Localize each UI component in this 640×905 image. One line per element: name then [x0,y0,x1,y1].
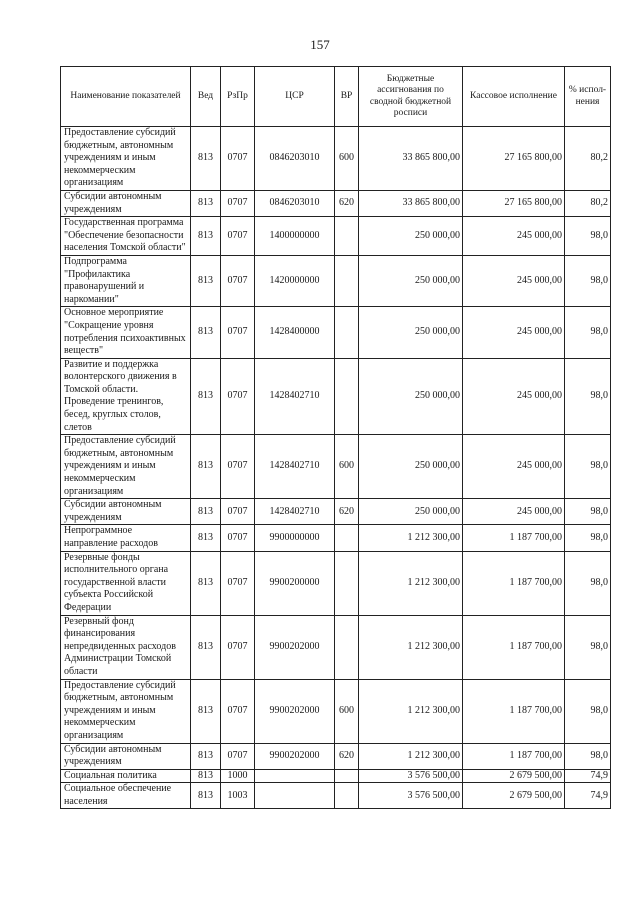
cell-name: Предоставление субсидий бюджетным, автономным учреждениям и иным некоммерческим организациям [61,679,191,743]
cell-csr: 1428400000 [255,307,335,358]
cell-exec: 1 187 700,00 [463,551,565,615]
table-row [61,615,611,679]
cell-pct: 80,2 [565,127,611,191]
cell-pct: 98,0 [565,499,611,525]
table-row [61,551,611,615]
header-name: Наименование показателей [61,67,191,127]
table-row [61,217,611,256]
cell-pct: 98,0 [565,435,611,499]
cell-pct: 98,0 [565,551,611,615]
cell-vr [335,615,359,679]
cell-vr [335,358,359,435]
cell-exec: 27 165 800,00 [463,190,565,216]
cell-rzpr: 0707 [221,358,255,435]
cell-pct: 74,9 [565,769,611,783]
cell-ved: 813 [191,255,221,306]
table-row [61,743,611,769]
cell-pct: 98,0 [565,307,611,358]
cell-exec: 245 000,00 [463,435,565,499]
cell-exec: 27 165 800,00 [463,127,565,191]
cell-name: Государственная программа "Обеспечение безопасности населения Томской области" [61,217,191,256]
cell-plan: 250 000,00 [359,307,463,358]
cell-csr: 1428402710 [255,499,335,525]
cell-rzpr: 0707 [221,435,255,499]
table-row [61,190,611,216]
cell-exec: 1 187 700,00 [463,615,565,679]
header-vr: ВР [335,67,359,127]
header-plan: Бюджетные ассигнования по сводной бюджетной росписи [359,67,463,127]
header-csr: ЦСР [255,67,335,127]
table-row [61,307,611,358]
cell-csr: 9900200000 [255,551,335,615]
cell-vr: 620 [335,190,359,216]
cell-name: Предоставление субсидий бюджетным, автономным учреждениям и иным некоммерческим организациям [61,127,191,191]
cell-pct: 98,0 [565,217,611,256]
budget-table [60,66,611,809]
cell-rzpr: 1003 [221,783,255,809]
cell-csr: 0846203010 [255,190,335,216]
cell-plan: 33 865 800,00 [359,127,463,191]
cell-csr: 0846203010 [255,127,335,191]
cell-exec: 245 000,00 [463,499,565,525]
cell-plan: 3 576 500,00 [359,769,463,783]
cell-rzpr: 0707 [221,127,255,191]
cell-plan: 250 000,00 [359,217,463,256]
cell-exec: 2 679 500,00 [463,769,565,783]
cell-name: Социальная политика [61,769,191,783]
table-row [61,255,611,306]
cell-csr: 9900202000 [255,743,335,769]
cell-csr [255,769,335,783]
cell-name: Непрограммное направление расходов [61,525,191,551]
cell-ved: 813 [191,679,221,743]
cell-vr: 600 [335,435,359,499]
cell-vr [335,307,359,358]
cell-pct: 98,0 [565,743,611,769]
cell-csr: 9900000000 [255,525,335,551]
cell-csr [255,783,335,809]
table-row [61,499,611,525]
cell-vr: 600 [335,127,359,191]
cell-ved: 813 [191,127,221,191]
header-exec: Кассовое исполнение [463,67,565,127]
table-row [61,127,611,191]
cell-name: Субсидии автономным учреждениям [61,190,191,216]
cell-exec: 1 187 700,00 [463,679,565,743]
cell-pct: 98,0 [565,525,611,551]
cell-pct: 98,0 [565,255,611,306]
cell-csr: 1400000000 [255,217,335,256]
cell-name: Предоставление субсидий бюджетным, автономным учреждениям и иным некоммерческим организациям [61,435,191,499]
cell-exec: 1 187 700,00 [463,743,565,769]
cell-rzpr: 0707 [221,743,255,769]
cell-rzpr: 0707 [221,615,255,679]
cell-exec: 245 000,00 [463,217,565,256]
cell-ved: 813 [191,615,221,679]
cell-vr [335,525,359,551]
cell-exec: 2 679 500,00 [463,783,565,809]
cell-vr [335,255,359,306]
cell-pct: 98,0 [565,615,611,679]
cell-name: Резервные фонды исполнительного органа государственной власти субъекта Российской Федерации [61,551,191,615]
cell-pct: 80,2 [565,190,611,216]
cell-ved: 813 [191,435,221,499]
cell-vr [335,551,359,615]
cell-ved: 813 [191,217,221,256]
table-body [61,127,611,809]
cell-csr: 1428402710 [255,435,335,499]
cell-name: Развитие и поддержка волонтерского движения в Томской области. Проведение тренингов, бесед, круглых столов, слетов [61,358,191,435]
cell-plan: 1 212 300,00 [359,615,463,679]
page-number: 157 [310,37,330,52]
cell-name: Социальное обеспечение населения [61,783,191,809]
cell-csr: 9900202000 [255,615,335,679]
table-row [61,769,611,783]
cell-name: Основное мероприятие "Сокращение уровня потребления психоактивных веществ" [61,307,191,358]
table-row [61,679,611,743]
cell-plan: 250 000,00 [359,358,463,435]
cell-plan: 33 865 800,00 [359,190,463,216]
cell-vr: 600 [335,679,359,743]
cell-exec: 245 000,00 [463,307,565,358]
cell-rzpr: 0707 [221,307,255,358]
cell-plan: 3 576 500,00 [359,783,463,809]
cell-rzpr: 0707 [221,217,255,256]
cell-plan: 250 000,00 [359,255,463,306]
cell-rzpr: 0707 [221,551,255,615]
cell-ved: 813 [191,525,221,551]
cell-pct: 74,9 [565,783,611,809]
cell-plan: 250 000,00 [359,499,463,525]
cell-rzpr: 0707 [221,679,255,743]
cell-vr: 620 [335,499,359,525]
header-ved: Вед [191,67,221,127]
cell-rzpr: 0707 [221,499,255,525]
cell-exec: 1 187 700,00 [463,525,565,551]
cell-pct: 98,0 [565,358,611,435]
cell-rzpr: 0707 [221,525,255,551]
cell-ved: 813 [191,499,221,525]
cell-vr [335,783,359,809]
cell-csr: 1428402710 [255,358,335,435]
header-rzpr: РзПр [221,67,255,127]
cell-ved: 813 [191,769,221,783]
cell-ved: 813 [191,307,221,358]
cell-ved: 813 [191,743,221,769]
cell-exec: 245 000,00 [463,358,565,435]
cell-plan: 1 212 300,00 [359,525,463,551]
cell-vr [335,217,359,256]
cell-vr [335,769,359,783]
cell-name: Субсидии автономным учреждениям [61,743,191,769]
cell-pct: 98,0 [565,679,611,743]
cell-rzpr: 1000 [221,769,255,783]
cell-vr: 620 [335,743,359,769]
cell-plan: 250 000,00 [359,435,463,499]
cell-csr: 9900202000 [255,679,335,743]
table-row [61,435,611,499]
cell-ved: 813 [191,551,221,615]
cell-rzpr: 0707 [221,255,255,306]
header-pct: % испол-нения [565,67,611,127]
cell-name: Подпрограмма "Профилактика правонарушений и наркомании" [61,255,191,306]
cell-csr: 1420000000 [255,255,335,306]
cell-exec: 245 000,00 [463,255,565,306]
cell-plan: 1 212 300,00 [359,551,463,615]
table-row [61,358,611,435]
cell-ved: 813 [191,190,221,216]
cell-ved: 813 [191,783,221,809]
cell-plan: 1 212 300,00 [359,679,463,743]
table-row [61,525,611,551]
cell-name: Резервный фонд финансирования непредвиденных расходов Администрации Томской области [61,615,191,679]
cell-rzpr: 0707 [221,190,255,216]
cell-ved: 813 [191,358,221,435]
cell-name: Субсидии автономным учреждениям [61,499,191,525]
table-row [61,783,611,809]
table-header-row [61,67,611,127]
cell-plan: 1 212 300,00 [359,743,463,769]
